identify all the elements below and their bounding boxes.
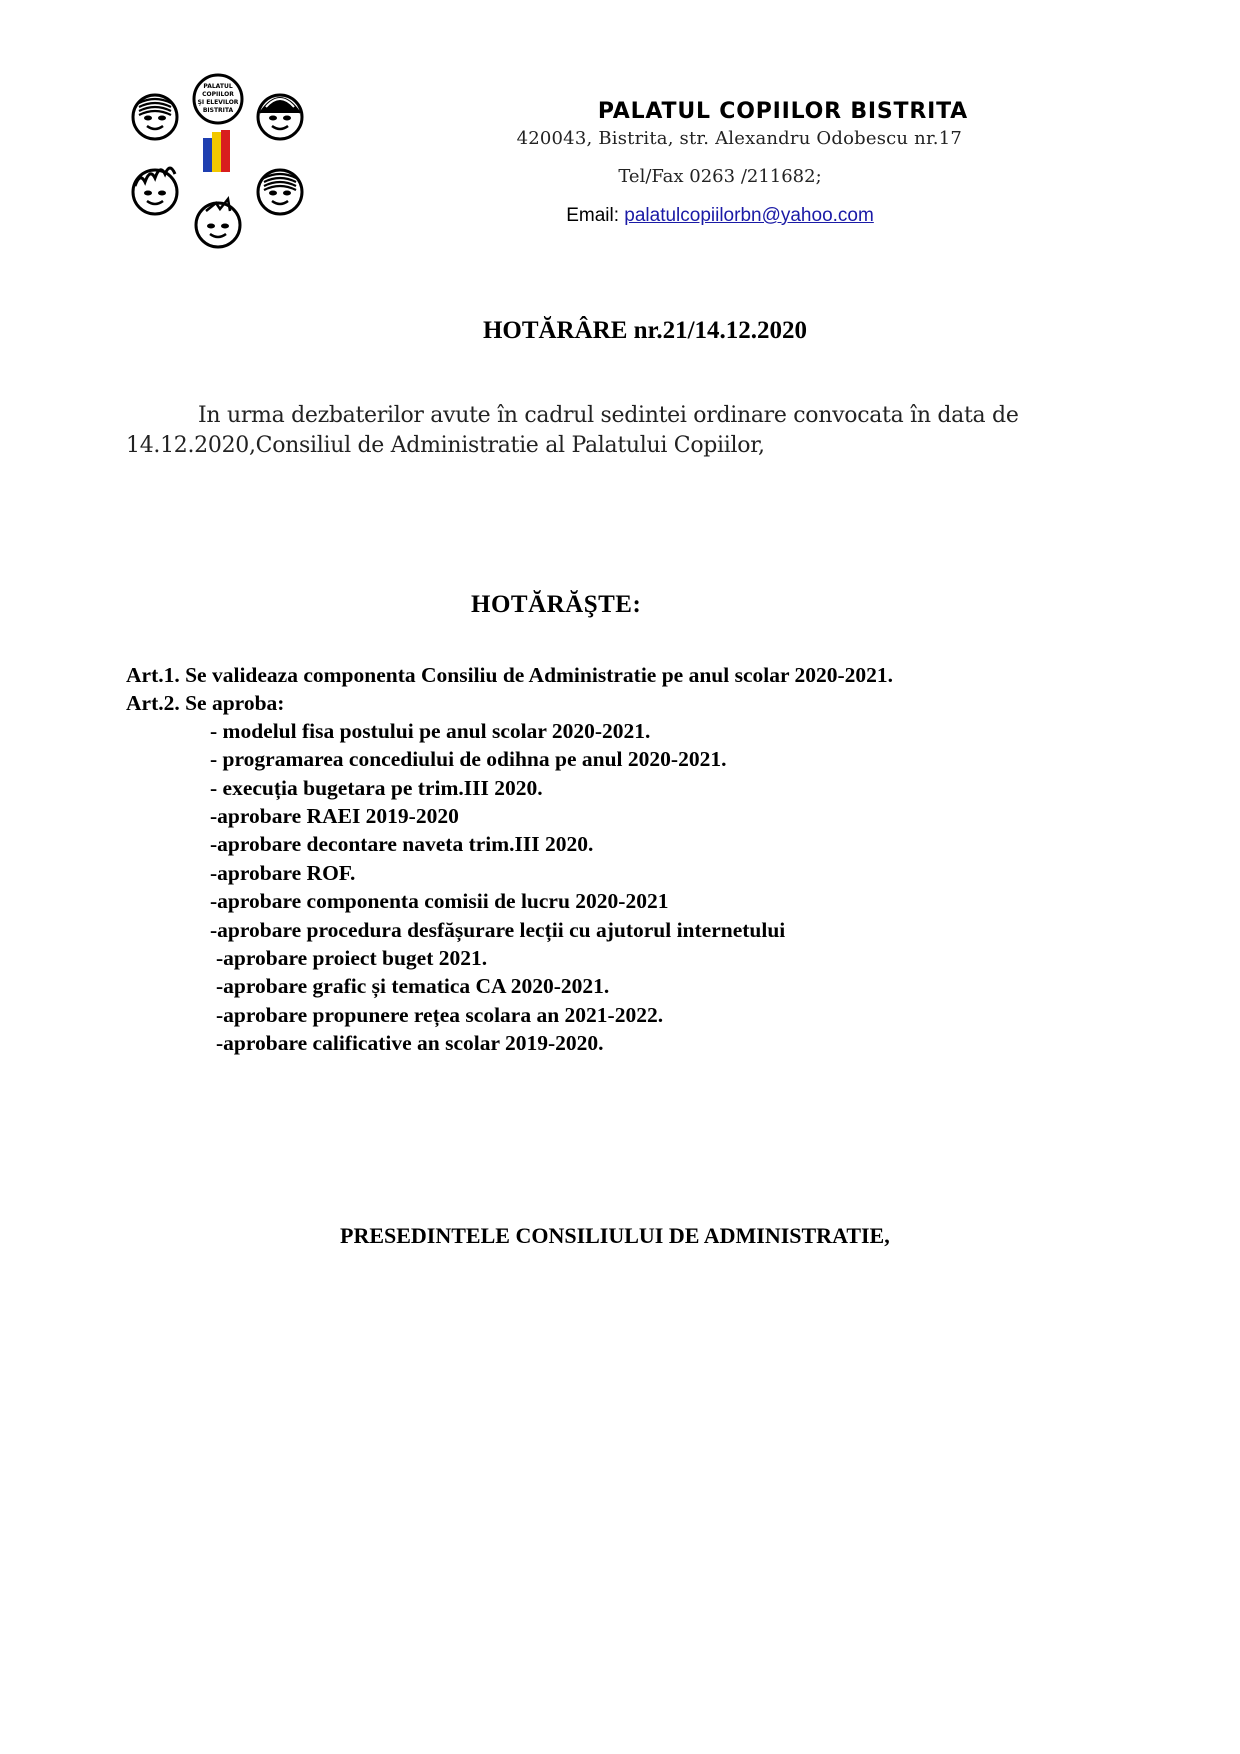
list-item: -aprobare decontare naveta trim.III 2020. [210,832,594,856]
list-item: -aprobare ROF. [210,861,356,885]
list-item: -aprobare proiect buget 2021. [216,946,488,970]
logo-text-line: COPIILOR [202,91,234,98]
list-item: -aprobare componenta comisii de lucru 2020-2021 [210,889,669,913]
logo-text-line: ŞI ELEVILOR [197,99,239,106]
article-line: Art.1. Se valideaza componenta Consiliu de Administratie pe anul scolar 2020-2021. [126,663,894,687]
institution-address: 420043, Bistrita, str. Alexandru Odobescu nr.17 [516,128,962,149]
intro-paragraph-line: 14.12.2020,Consiliul de Administratie al Palatului Copiilor, [126,433,765,458]
list-item: -aprobare calificative an scolar 2019-2020. [216,1031,604,1055]
list-item: -aprobare procedura desfășurare lecții cu ajutorul internetului [210,918,786,942]
email-label: Email: [566,205,619,226]
logo-face-icon [196,199,240,247]
institution-name: PALATUL COPIILOR BISTRITA [597,99,968,124]
institution-logo [130,72,305,250]
list-item: - execuția bugetara pe trim.III 2020. [210,776,543,800]
logo-face-icon [133,168,177,214]
logo-face-icon [258,170,302,214]
logo-text-line: BISTRITA [202,107,234,114]
article-line: Art.2. Se aproba: [126,691,285,715]
list-item: - modelul fisa postului pe anul scolar 2020-2021. [210,719,651,743]
list-item: -aprobare RAEI 2019-2020 [210,804,459,828]
logo-face-icon [133,95,177,139]
list-item: - programarea concediului de odihna pe anul 2020-2021. [210,747,727,771]
signature-label: PRESEDINTELE CONSILIULUI DE ADMINISTRATIE, [340,1223,890,1248]
logo-text-line: PALATUL [203,83,233,90]
institution-phone: Tel/Fax 0263 /211682; [618,166,822,187]
decision-heading: HOTĂRĂŞTE: [471,591,642,618]
list-item: -aprobare grafic și tematica CA 2020-2021. [216,974,610,998]
list-item: -aprobare propunere rețea scolara an 2021-2022. [216,1003,664,1027]
email-link[interactable]: palatulcopiilorbn@yahoo.com [624,205,874,226]
institution-email [520,205,920,227]
logo-face-icon [258,95,302,139]
document-title: HOTĂRÂRE nr.21/14.12.2020 [482,317,808,344]
intro-paragraph-line: In urma dezbaterilor avute în cadrul sedintei ordinare convocata în data de [198,403,1019,428]
